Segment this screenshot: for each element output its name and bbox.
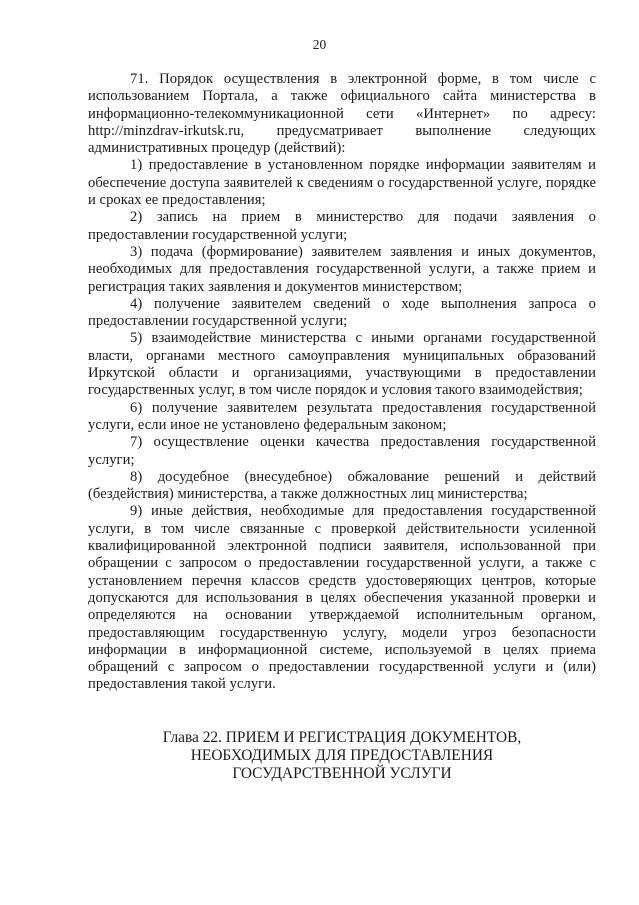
- body-text: [88, 71, 596, 694]
- list-item-6: 6) получение заявителем результата предоставления государственной услуги, если иное не установлено федеральным законом;: [88, 399, 596, 433]
- list-item-4: 4) получение заявителем сведений о ходе выполнения запроса о предоставлении государственной услуги;: [88, 295, 596, 330]
- list-item-7: 7) осуществление оценки качества предоставления государственной услуги;: [88, 434, 596, 468]
- chapter-heading-line-1: Глава 22. ПРИЕМ И РЕГИСТРАЦИЯ ДОКУМЕНТОВ,: [162, 729, 522, 746]
- chapter-heading-line-2: НЕОБХОДИМЫХ ДЛЯ ПРЕДОСТАВЛЕНИЯ: [190, 747, 494, 764]
- list-item-1: 1) предоставление в установленном порядке информации заявителям и обеспечение доступа заявителей к сведениям о государственной услуге, порядке и сроках ее предоставления;: [88, 157, 596, 209]
- list-item-5: 5) взаимодействие министерства с иными органами государственной власти, органами местного самоуправления муниципальных образований Иркутской области и организациями, участвующими в предоставлении государственных услуг, в том числе порядок и условия такого взаимодействия;: [88, 330, 596, 399]
- chapter-heading: [88, 729, 596, 783]
- paragraph-71: 71. Порядок осуществления в электронной форме, в том числе с использованием Портала, а также официального сайта министерства в информационно-телекоммуникационной сети «Интернет» по адресу: http://minzdrav-irkutsk.ru, предусматривает выполнение следующих административных процедур (действий):: [88, 71, 596, 157]
- list-item-9: 9) иные действия, необходимые для предоставления государственной услуги, в том числе связанные с проверкой действительности усиленной квалифицированной электронной подписи заявителя, использованной при обращении с запросом о предоставлении государственной услуги, а также с установлением перечня классов средств удостоверяющих центров, которые допускаются для использования в целях обеспечения указанной проверки и определяются на основании утверждаемой исполнительным органом, предоставляющим государственную услугу, модели угроз безопасности информации в информационной системе, используемой в целях приема обращений с запросом о предоставлении государственной услуги и (или) предоставления такой услуги.: [88, 503, 596, 693]
- list-item-8: 8) досудебное (внесудебное) обжалование решений и действий (бездействия) министерства, а также должностных лиц министерства;: [88, 468, 596, 503]
- chapter-heading-line-3: ГОСУДАРСТВЕННОЙ УСЛУГИ: [232, 765, 452, 782]
- list-item-3: 3) подача (формирование) заявителем заявления и иных документов, необходимых для предоставления государственной услуги, а также прием и регистрация таких заявления и документов министерством;: [88, 243, 596, 295]
- page-number: 20: [312, 37, 327, 52]
- list-item-2: 2) запись на прием в министерство для подачи заявления о предоставлении государственной услуги;: [88, 209, 596, 243]
